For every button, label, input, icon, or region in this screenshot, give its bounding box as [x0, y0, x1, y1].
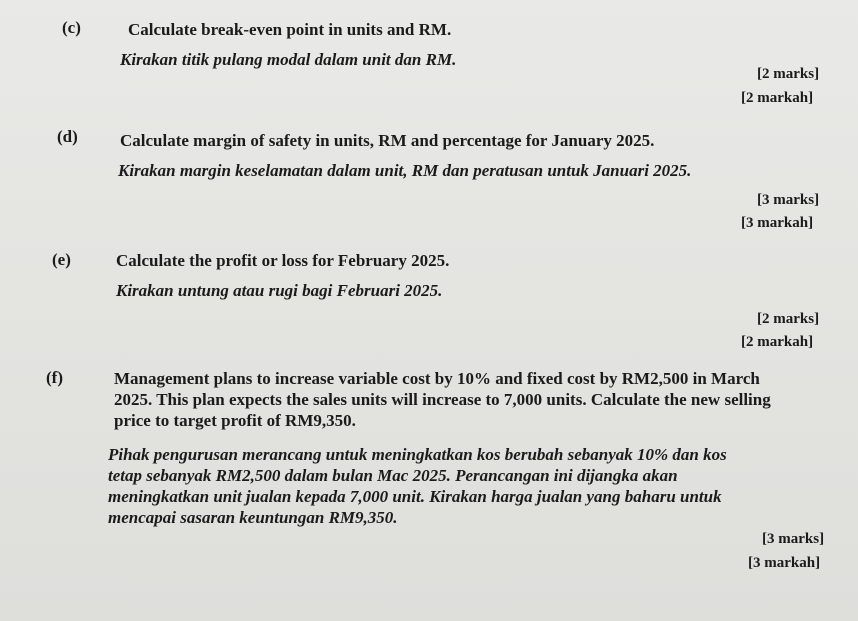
- question-label-d: (d): [57, 127, 78, 146]
- question-c-marks-malay: [2 markah]: [741, 90, 814, 106]
- question-d-malay: Kirakan margin keselamatan dalam unit, RM dan peratusan untuk Januari 2025.: [118, 161, 692, 180]
- question-f-malay-line-3: meningkatkan unit jualan kepada 7,000 unit. Kirakan harga jualan yang baharu untuk: [108, 487, 722, 506]
- question-f-english-line-1: Management plans to increase variable cost by 10% and fixed cost by RM2,500 in March: [114, 369, 760, 388]
- question-f-english-line-2: 2025. This plan expects the sales units will increase to 7,000 units. Calculate the new selling: [114, 390, 771, 409]
- question-label-f: (f): [46, 368, 63, 387]
- question-e-marks-english: [2 marks]: [757, 311, 820, 327]
- question-c-english: Calculate break-even point in units and RM.: [128, 20, 452, 39]
- question-c-marks-english: [2 marks]: [757, 66, 820, 82]
- question-f-malay-line-4: mencapai sasaran keuntungan RM9,350.: [108, 508, 398, 527]
- question-d-marks-malay: [3 markah]: [741, 215, 814, 231]
- question-f-marks-english: [3 marks]: [762, 531, 825, 547]
- question-f-marks-malay: [3 markah]: [748, 555, 821, 571]
- question-f-malay-line-2: tetap sebanyak RM2,500 dalam bulan Mac 2025. Perancangan ini dijangka akan: [108, 466, 678, 485]
- question-e-marks-malay: [2 markah]: [741, 334, 814, 350]
- question-f-malay: [108, 444, 828, 528]
- question-label-c: (c): [62, 18, 81, 37]
- question-c-malay: Kirakan titik pulang modal dalam unit dan RM.: [120, 50, 457, 69]
- question-f-malay-line-1: Pihak pengurusan merancang untuk meningkatkan kos berubah sebanyak 10% dan kos: [108, 445, 727, 464]
- question-e-english: Calculate the profit or loss for February 2025.: [116, 251, 450, 270]
- question-f-english: [114, 368, 834, 431]
- question-f-english-line-3: price to target profit of RM9,350.: [114, 411, 356, 430]
- question-d-english: Calculate margin of safety in units, RM and percentage for January 2025.: [120, 131, 655, 150]
- question-e-malay: Kirakan untung atau rugi bagi Februari 2025.: [116, 281, 443, 300]
- question-label-e: (e): [52, 250, 71, 269]
- question-d-marks-english: [3 marks]: [757, 192, 820, 208]
